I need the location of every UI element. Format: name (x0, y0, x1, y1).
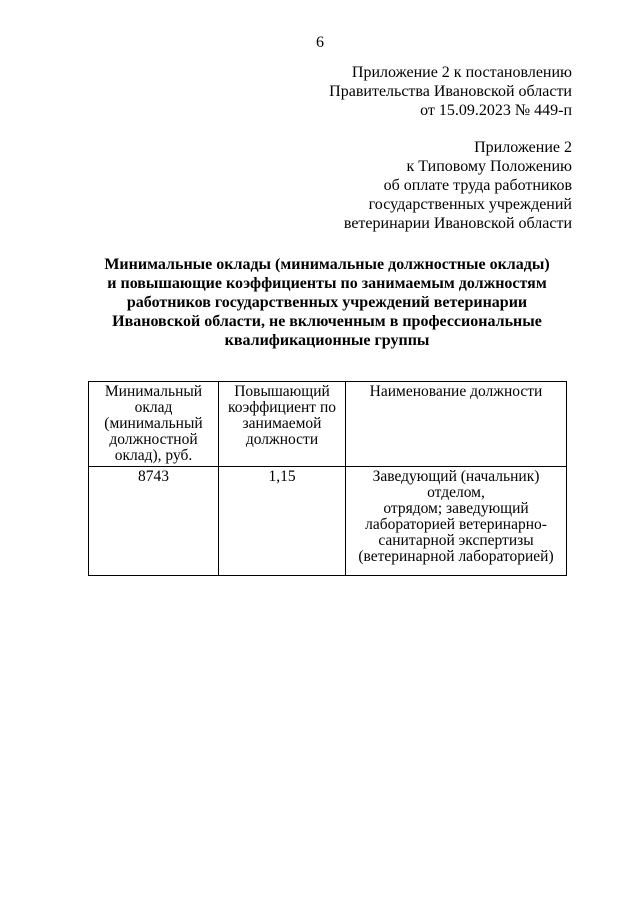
salary-table (88, 381, 567, 576)
cell-position-line: (ветеринарной лабораторией) (358, 548, 554, 565)
annex-regulation-line: ветеринарии Ивановской области (343, 215, 572, 232)
document-title-line: Ивановской области, не включенным в профессиональные (112, 313, 542, 330)
cell-position-line: Заведующий (начальник) отделом, (372, 468, 540, 501)
column-header-line: должностной (109, 431, 198, 448)
cell-position-line: санитарной экспертизы (378, 532, 534, 549)
document-title-line: и повышающие коэффициенты по занимаемым должностям (107, 275, 547, 292)
cell-salary: 8743 (89, 467, 219, 576)
column-header-line: (минимальный (104, 415, 203, 432)
annex-reference-regulation (200, 138, 572, 233)
annex-resolution-line: Правительства Ивановской области (329, 83, 572, 100)
annex-regulation-line: Приложение 2 (474, 139, 572, 156)
column-header-coefficient (219, 382, 346, 467)
cell-position-line: отрядом; заведующий (383, 500, 529, 517)
annex-regulation-line: об оплате труда работников (383, 177, 572, 194)
column-header-line: коэффициент по (228, 399, 336, 416)
cell-position-line: лабораторией ветеринарно- (365, 516, 547, 533)
annex-reference-resolution (200, 63, 572, 120)
annex-resolution-line: от 15.09.2023 № 449-п (420, 102, 572, 119)
annex-resolution-line: Приложение 2 к постановлению (351, 64, 572, 81)
document-title-line: работников государственных учреждений ветеринарии (126, 294, 528, 311)
column-header-line: Минимальный (104, 383, 203, 400)
table-row (89, 467, 567, 576)
column-header-line: Повышающий (234, 383, 330, 400)
column-header-line: оклад), руб. (114, 447, 193, 464)
annex-regulation-line: государственных учреждений (368, 196, 572, 213)
cell-position (346, 467, 567, 576)
document-title (40, 255, 614, 350)
annex-regulation-line: к Типовому Положению (406, 158, 572, 175)
cell-coefficient: 1,15 (219, 467, 346, 576)
column-header-position (346, 382, 567, 467)
column-header-line: занимаемой (242, 415, 322, 432)
document-title-line: Минимальные оклады (минимальные должностные оклады) (104, 256, 550, 273)
document-title-line: квалификационные группы (224, 332, 430, 349)
column-header-min-salary (89, 382, 219, 467)
column-header-line: оклад (134, 399, 173, 416)
page-number: 6 (316, 34, 324, 51)
table-header-row (89, 382, 567, 467)
column-header-line: Наименование должности (369, 383, 543, 400)
column-header-line: должности (245, 431, 319, 448)
